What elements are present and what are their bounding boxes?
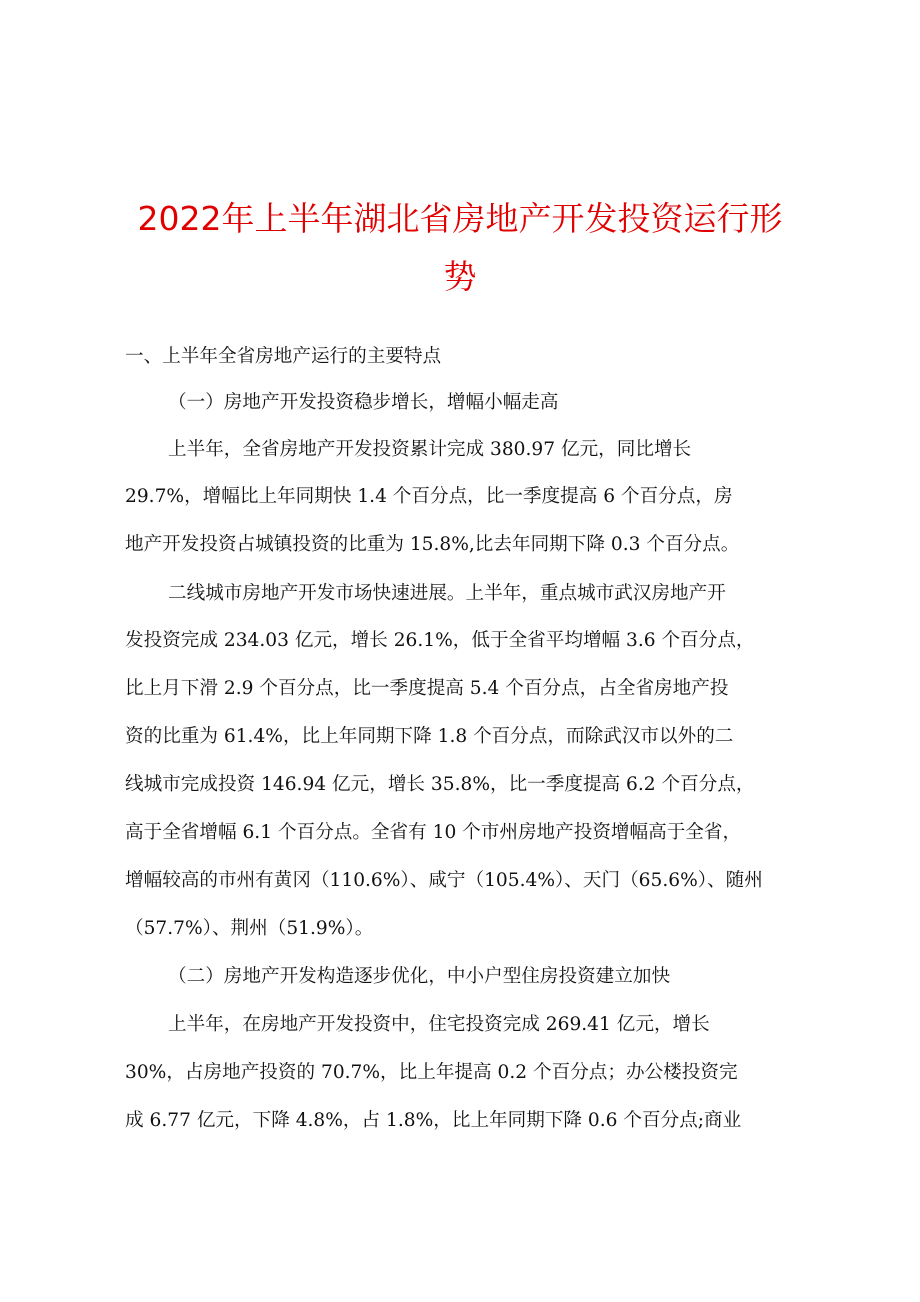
subsection-heading-1: （一）房地产开发投资稳步增长，增幅小幅走高 [168,392,559,413]
paragraph-3-line: 上半年，在房地产开发投资中，住宅投资完成 269.41 亿元，增长 [168,1014,710,1035]
paragraph-3-line: 成 6.77 亿元，下降 4.8%，占 1.8%，比上年同期下降 0.6 个百分点;商业 [125,1110,742,1131]
section-heading: 一、上半年全省房地产运行的主要特点 [125,346,442,367]
paragraph-2-line: 增幅较高的市州有黄冈（110.6%）、咸宁（105.4%）、天门（65.6%）、随州 [125,870,763,891]
paragraph-2-line: 二线城市房地产开发市场快速进展。上半年，重点城市武汉房地产开 [168,583,726,604]
paragraph-2-line: 资的比重为 61.4%，比上年同期下降 1.8 个百分点，而除武汉市以外的二 [125,726,734,747]
paragraph-2-line: 线城市完成投资 146.94 亿元，增长 35.8%，比一季度提高 6.2 个百分点， [125,774,755,795]
document-title-line-1: 2022年上半年湖北省房地产开发投资运行形 [137,199,783,238]
paragraph-2-line: （57.7%）、荆州（51.9%）。 [125,918,374,939]
paragraph-2-line: 比上月下滑 2.9 个百分点，比一季度提高 5.4 个百分点，占全省房地产投 [125,678,729,699]
paragraph-1-line: 上半年，全省房地产开发投资累计完成 380.97 亿元，同比增长 [168,439,692,460]
paragraph-2-line: 高于全省增幅 6.1 个百分点。全省有 10 个市州房地产投资增幅高于全省， [125,822,742,843]
paragraph-2-line: 发投资完成 234.03 亿元，增长 26.1%，低于全省平均增幅 3.6 个百分点， [125,630,755,651]
paragraph-1-line: 地产开发投资占城镇投资的比重为 15.8%,比去年同期下降 0.3 个百分点。 [125,534,740,555]
document-title-line-2: 势 [443,257,477,296]
subsection-heading-2: （二）房地产开发构造逐步优化，中小户型住房投资建立加快 [168,966,671,987]
paragraph-1-line: 29.7%，增幅比上年同期快 1.4 个百分点，比一季度提高 6 个百分点，房 [125,486,733,507]
paragraph-3-line: 30%，占房地产投资的 70.7%，比上年提高 0.2 个百分点；办公楼投资完 [125,1062,738,1083]
